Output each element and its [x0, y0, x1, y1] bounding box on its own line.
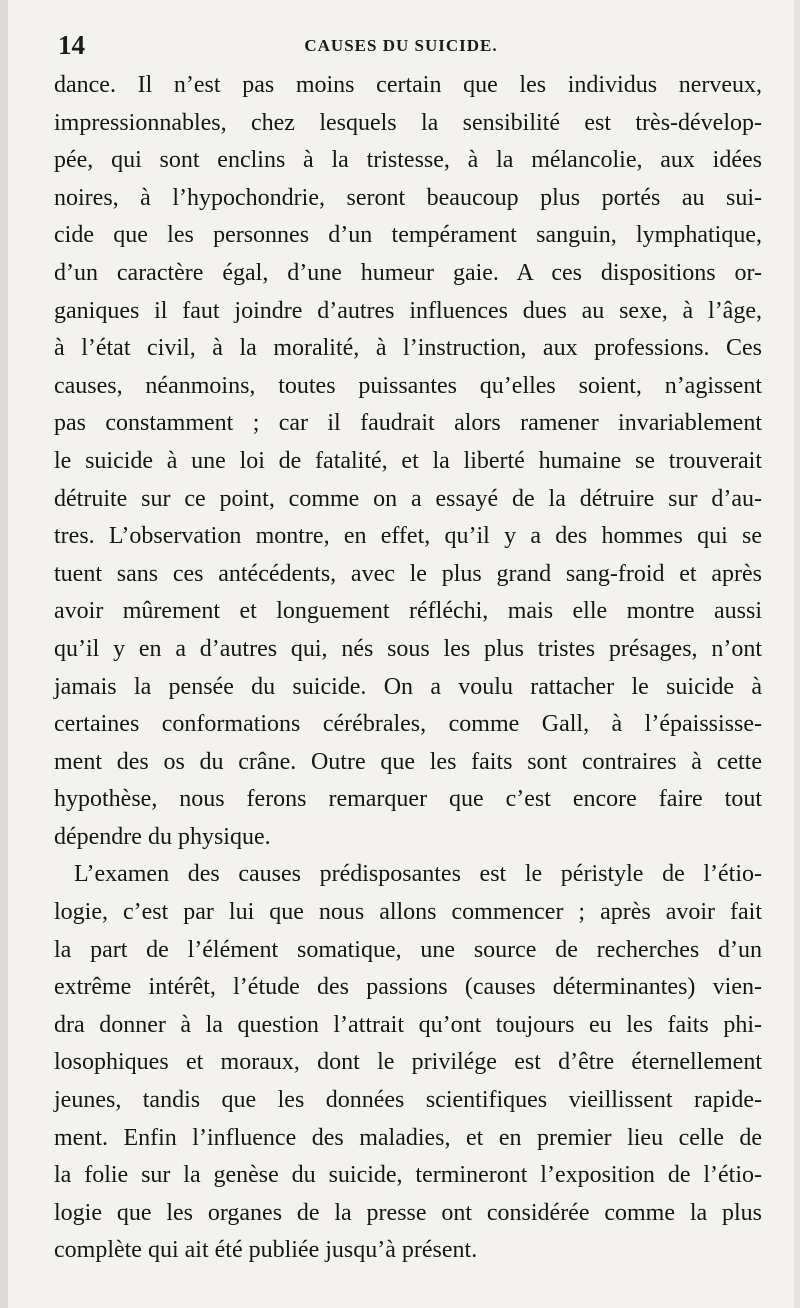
text-line: la folie sur la genèse du suicide, termineront l’exposition de l’étio- [54, 1162, 762, 1189]
text-line: ganiques il faut joindre d’autres influences dues au sexe, à l’âge, [54, 297, 762, 324]
text-line: pée, qui sont enclins à la tristesse, à la mélancolie, aux idées [54, 147, 762, 174]
text-line: jeunes, tandis que les données scientifiques vieillissent rapide- [54, 1087, 762, 1114]
text-line: dance. Il n’est pas moins certain que les individus nerveux, [54, 72, 762, 98]
text-line: ment. Enfin l’influence des maladies, et en premier lieu celle de [54, 1124, 762, 1151]
text-line: détruite sur ce point, comme on a essayé de la détruire sur d’au- [54, 485, 762, 512]
body-text [54, 67, 762, 1270]
text-line: losophiques et moraux, dont le privilége est d’être éternellement [54, 1049, 762, 1076]
text-line: logie que les organes de la presse ont considérée comme la plus [54, 1199, 762, 1226]
text-line: hypothèse, nous ferons remarquer que c’est encore faire tout [54, 786, 762, 813]
running-title: CAUSES DU SUICIDE. [304, 36, 498, 55]
paragraph-2 [54, 856, 762, 1270]
text-line: causes, néanmoins, toutes puissantes qu’elles soient, n’agissent [54, 372, 762, 399]
text-line: impressionnables, chez lesquels la sensibilité est très-dévelop- [54, 109, 762, 136]
text-line: tres. L’observation montre, en effet, qu’il y a des hommes qui se [54, 523, 762, 550]
text-line: L’examen des causes prédisposantes est le péristyle de l’étio- [74, 861, 762, 888]
text-line: complète qui ait été publiée jusqu’à présent. [54, 1237, 478, 1264]
text-line: à l’état civil, à la moralité, à l’instruction, aux professions. Ces [54, 335, 762, 362]
text-line: logie, c’est par lui que nous allons commencer ; après avoir fait [54, 899, 762, 926]
text-line: dépendre du physique. [54, 823, 271, 850]
text-line: jamais la pensée du suicide. On a voulu rattacher le suicide à [54, 673, 762, 700]
text-line: pas constamment ; car il faudrait alors ramener invariablement [54, 410, 762, 437]
text-line: extrême intérêt, l’étude des passions (causes déterminantes) vien- [54, 974, 762, 1001]
text-line: tuent sans ces antécédents, avec le plus grand sang-froid et après [54, 560, 762, 587]
text-line: le suicide à une loi de fatalité, et la liberté humaine se trouverait [54, 447, 762, 474]
text-line: qu’il y en a d’autres qui, nés sous les plus tristes présages, n’ont [54, 635, 762, 662]
text-line: ment des os du crâne. Outre que les faits sont contraires à cette [54, 748, 762, 775]
page-header [48, 30, 754, 62]
text-line: d’un caractère égal, d’une humeur gaie. A ces dispositions or- [54, 259, 762, 286]
text-line: la part de l’élément somatique, une source de recherches d’un [54, 936, 762, 963]
text-line: cide que les personnes d’un tempérament sanguin, lymphatique, [54, 222, 762, 249]
text-line: avoir mûrement et longuement réfléchi, mais elle montre aussi [54, 598, 762, 625]
paragraph-1 [54, 67, 762, 856]
text-line: certaines conformations cérébrales, comme Gall, à l’épaississe- [54, 711, 762, 738]
text-line: dra donner à la question l’attrait qu’ont toujours eu les faits phi- [54, 1011, 762, 1038]
text-line: noires, à l’hypochondrie, seront beaucoup plus portés au sui- [54, 184, 762, 211]
page-number: 14 [58, 30, 85, 60]
